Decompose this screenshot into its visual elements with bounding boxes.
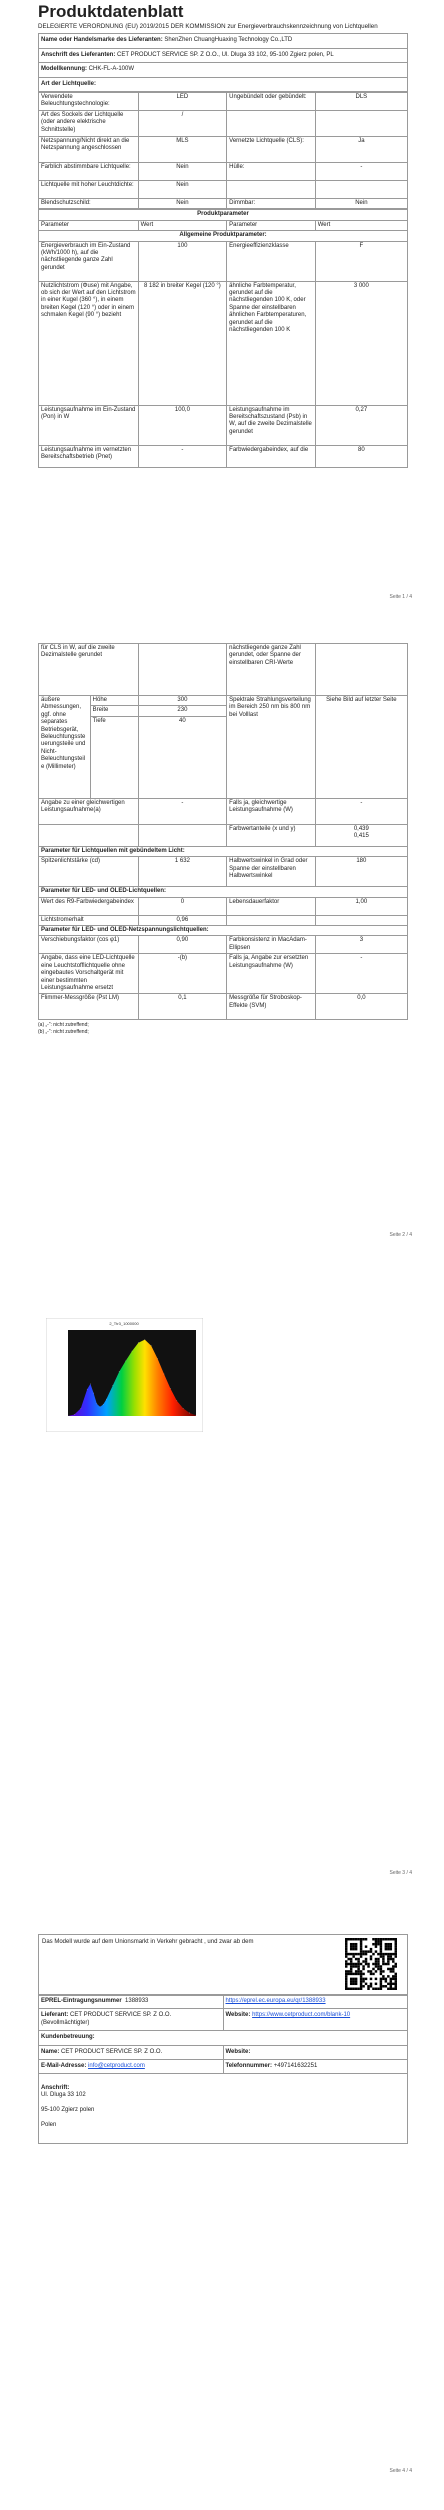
p1-value-2: F: [315, 241, 407, 281]
email-label: E-Mail-Adresse:: [41, 2063, 87, 2070]
eprel-label: EPREL-Eintragungsnummer: [41, 1998, 122, 2004]
lieferant-value: CET PRODUCT SERVICE SP. Z O.O. (Bevollmächtigter): [41, 2012, 172, 2026]
spectrum-point: [90, 1384, 91, 1385]
spectrum-point: [144, 1339, 145, 1340]
p1-row: [39, 241, 408, 281]
eprel-value: 1388933: [125, 1998, 149, 2004]
eprel-link[interactable]: https://eprel.ec.europa.eu/qr/1388933: [225, 1998, 326, 2004]
qr-code-icon[interactable]: [345, 1938, 397, 1990]
p2-value: [138, 824, 227, 846]
contact-table: [38, 1994, 408, 2144]
tiefe-label: Tiefe: [90, 716, 138, 798]
email-link[interactable]: info@cetproduct.com: [88, 2063, 145, 2070]
type-value: Nein: [138, 163, 227, 181]
mains-value: 0,90: [138, 936, 227, 954]
p2top-value: [138, 644, 227, 696]
led-value-2: 1,00: [315, 897, 407, 915]
spectrum-point: [100, 1406, 101, 1407]
supplier-address-value: CET PRODUCT SERVICE SP. Z O.O., Ul. Dluga 33 102, 95-100 Zgierz polen, PL: [117, 51, 334, 58]
p2-row: [39, 824, 408, 846]
spectrum-point: [176, 1400, 177, 1401]
mains-param-label: Verschiebungsfaktor (cos φ1): [39, 936, 139, 954]
p1-value-2: 80: [315, 445, 407, 467]
type-value: /: [138, 111, 227, 137]
spectrum-point: [106, 1399, 107, 1400]
type-value: MLS: [138, 137, 227, 163]
p2-value: -: [138, 798, 227, 824]
params-header: Produktparameter: [39, 210, 408, 220]
name-label: Name:: [41, 2048, 60, 2055]
type-value-2: [315, 181, 407, 199]
spectrum-point: [170, 1388, 171, 1389]
page-footer: Seite 3 / 4: [389, 1870, 412, 1876]
type-param-label-2: Dimmbar:: [227, 199, 316, 209]
p2top-param-label: für CLS in W, auf die zweite Dezimalstelle gerundet: [39, 644, 139, 696]
p1-row: [39, 405, 408, 445]
type-value-2: -: [315, 163, 407, 181]
p1-param-label-2: Energieeffizienzklasse: [227, 241, 316, 281]
page-1: [38, 2, 408, 468]
mains-param-label-2: Falls ja, Angabe zur ersetzten Leistungsaufnahme (W): [227, 954, 316, 994]
spectrum-point: [138, 1342, 139, 1343]
lieferant-label: Lieferant:: [41, 2012, 69, 2019]
type-value-2: Ja: [315, 137, 407, 163]
p1-value: 100: [138, 241, 227, 281]
led-header: Parameter für LED- und OLED-Lichtquellen:: [39, 887, 408, 897]
website-label: Website:: [225, 2012, 251, 2019]
p2top-row: [39, 644, 408, 696]
spectrum-point: [87, 1389, 88, 1390]
p1-param-label: Leistungsaufnahme im Ein-Zustand (Pon) in W: [39, 405, 139, 445]
type-row: [39, 93, 408, 111]
spectrum-point: [164, 1374, 165, 1375]
spectrum-point: [151, 1345, 152, 1346]
p1-value-2: 3 000: [315, 281, 407, 405]
type-param-label-2: Vernetzte Lichtquelle (CLS):: [227, 137, 316, 163]
p1-row: [39, 445, 408, 467]
p2top-value-2: [315, 644, 407, 696]
type-param-label: Netzspannung/Nicht direkt an die Netzspannung angeschlossen: [39, 137, 139, 163]
type-param-label: Verwendete Beleuchtungstechnologie:: [39, 93, 139, 111]
hoehe-value: 300: [138, 696, 227, 706]
supplier-name-value: ShenZhen ChuangHuaxing Technology Co.,LTD: [164, 37, 293, 44]
page-2: [38, 643, 408, 1036]
p1-param-label: Leistungsaufnahme im vernetzten Bereitschaftsbetrieb (Pnet): [39, 445, 139, 467]
led-row: [39, 897, 408, 915]
hoehe-label: Höhe: [90, 696, 138, 706]
breite-value: 230: [138, 706, 227, 716]
spectrum-point: [189, 1413, 190, 1414]
dims-label: äußere Abmessungen, ggf. ohne separates Betriebsgerät, Beleuchtungssteuerungsteile und Nicht-Beleuchtungsteile (Millimeter): [39, 696, 91, 799]
type-value: Nein: [138, 181, 227, 199]
col-value-2: Wert: [315, 220, 407, 230]
type-value: LED: [138, 93, 227, 111]
type-table: [38, 92, 408, 209]
footnote-b: (b) „-“: nicht zutreffend;: [38, 1029, 89, 1036]
p2-value-2: -: [315, 798, 407, 824]
p2-param-label: [39, 824, 139, 846]
dir-param-label: Spitzenlichtstärke (cd): [39, 857, 139, 887]
type-value-2: DLS: [315, 93, 407, 111]
mains-value-2: 3: [315, 936, 407, 954]
p1-value: 8 182 in breiter Kegel (120 °): [138, 281, 227, 405]
mains-value: -(b): [138, 954, 227, 994]
led-value-2: [315, 915, 407, 925]
type-param-label: Blendschutzschild:: [39, 199, 139, 209]
spectrum-point: [157, 1358, 158, 1359]
params-table: [38, 209, 408, 467]
type-row: [39, 181, 408, 199]
footnotes: [38, 1022, 408, 1036]
col-param-2: Parameter: [227, 220, 316, 230]
model-label: Modellkennung:: [41, 66, 87, 73]
type-param-label-2: Hülle:: [227, 163, 316, 181]
type-row: [39, 163, 408, 181]
type-param-label: Lichtquelle mit hoher Leuchtdichte:: [39, 181, 139, 199]
general-header: Allgemeine Produktparameter:: [39, 231, 408, 241]
led-value: 0: [138, 897, 227, 915]
website2-label: Website:: [225, 2048, 251, 2055]
spectrum-point: [196, 1415, 197, 1416]
breite-label: Breite: [90, 706, 138, 716]
mains-param-label-2: Farbkonsistenz in MacAdam-Ellipsen: [227, 936, 316, 954]
type-row: [39, 137, 408, 163]
mains-param-label-2: Messgröße für Stroboskop-Effekte (SVM): [227, 994, 316, 1020]
spectrum-point: [68, 1416, 69, 1417]
website-link[interactable]: https://www.cetproduct.com/blank-10: [252, 2012, 351, 2019]
type-param-label-2: [227, 181, 316, 199]
kunden-label: Kundenbetreuung:: [39, 2031, 408, 2045]
anschrift-line-2: 95-100 Zgierz polen: [41, 2107, 95, 2114]
mains-row: [39, 936, 408, 954]
eu-market-text: Das Modell wurde auf dem Unionsmarkt in Verkehr gebracht , und zwar ab dem: [42, 1939, 254, 1945]
spectrum-point: [103, 1404, 104, 1405]
name-value: CET PRODUCT SERVICE SP. Z O.O.: [61, 2048, 163, 2055]
spectrum-point: [125, 1361, 126, 1362]
dir-value-2: 180: [315, 857, 407, 887]
spectrum-point: [119, 1371, 120, 1372]
type-param-label: Farblich abstimmbare Lichtquelle:: [39, 163, 139, 181]
led-param-label-2: Lebensdauerfaktor: [227, 897, 316, 915]
directional-header: Parameter für Lichtquellen mit gebündeltem Licht:: [39, 846, 408, 856]
params-table-continued: [38, 643, 408, 1020]
led-param-label: Wert des R9-Farbwiedergabeindex: [39, 897, 139, 915]
p2-row: [39, 798, 408, 824]
led-value: 0,96: [138, 915, 227, 925]
spectrum-point: [80, 1408, 81, 1409]
model-value: CHK-FL-A-100W: [88, 66, 135, 73]
spectrum-point: [74, 1414, 75, 1415]
type-param-label-2: Ungebündelt oder gebündelt:: [227, 93, 316, 111]
col-param-1: Parameter: [39, 220, 139, 230]
spectral-distribution-chart: [46, 1318, 203, 1432]
led-row: [39, 915, 408, 925]
spectrum-point: [112, 1385, 113, 1386]
col-value-1: Wert: [138, 220, 227, 230]
spectrum-point: [93, 1393, 94, 1394]
p2-param-label-2: Farbwertanteile (x und y): [227, 824, 316, 846]
mains-param-label: Flimmer-Messgröße (Pst LM): [39, 994, 139, 1020]
anschrift-line-3: Polen: [41, 2121, 57, 2128]
led-param-label-2: [227, 915, 316, 925]
p1-param-label-2: ähnliche Farbtemperatur, gerundet auf die nächstliegenden 100 K, oder Spanne der einstellbaren ähnlichen Farbtemperaturen, gerundet auf die nächstliegenden 100 K: [227, 281, 316, 405]
type-param-label: Art des Sockels der Lichtquelle (oder andere elektrische Schnittstelle): [39, 111, 139, 137]
type-param-label-2: [227, 111, 316, 137]
page-4-details: [38, 1994, 408, 2144]
mains-value-2: 0,0: [315, 994, 407, 1020]
tel-label: Telefonnummer:: [225, 2063, 273, 2070]
anschrift-label: Anschrift:: [41, 2084, 70, 2091]
supplier-name-label: Name oder Handelsmarke des Lieferanten:: [41, 37, 163, 44]
footnote-a: (a) „-“: nicht zutreffend;: [38, 1022, 89, 1029]
spectral-value: Siehe Bild auf letzter Seite: [315, 696, 407, 799]
type-value: Nein: [138, 199, 227, 209]
regulation-subtitle: DELEGIERTE VERORDNUNG (EU) 2019/2015 DER KOMMISSION zur Energieverbrauchskennzeichnung von Lichtquellen: [38, 23, 378, 30]
type-value-2: [315, 111, 407, 137]
anschrift-line-1: Ul. Dluga 33 102: [41, 2092, 86, 2099]
p1-param-label: Nutzlichtstrom (Φuse) mit Angabe, ob sich der Wert auf den Lichtstrom in einer Kugel (360 °), in einem breiten Kegel (120 °) oder in einem schmalen Kegel (90 °) bezieht: [39, 281, 139, 405]
supplier-address-label: Anschrift des Lieferanten:: [41, 51, 116, 58]
p2-value-2: 0,439 0,415: [315, 824, 407, 846]
type-row: [39, 111, 408, 137]
page-footer: Seite 1 / 4: [389, 594, 412, 600]
p1-param-label-2: Leistungsaufnahme im Bereitschaftszustand (Psb) in W, auf die zweite Dezimalstelle gerundet: [227, 405, 316, 445]
type-value-2: Nein: [315, 199, 407, 209]
supplier-table: [38, 33, 408, 92]
art-label: Art der Lichtquelle:: [39, 77, 408, 91]
type-row: [39, 199, 408, 209]
p1-value: 100,0: [138, 405, 227, 445]
page-footer: Seite 4 / 4: [389, 2468, 412, 2474]
p1-param-label-2: Farbwiedergabeindex, auf die: [227, 445, 316, 467]
spectrum-point: [183, 1408, 184, 1409]
mains-row: [39, 994, 408, 1020]
mains-value-2: -: [315, 954, 407, 994]
led-param-label: Lichtstromerhalt: [39, 915, 139, 925]
p2-param-label: Angabe zu einer gleichwertigen Leistungsaufnahme(a): [39, 798, 139, 824]
spectral-label: Spektrale Strahlungsverteilung im Bereich 250 nm bis 800 nm bei Volllast: [227, 696, 316, 799]
p1-param-label: Energieverbrauch im Ein-Zustand (kWh/1000 h), auf die nächstliegende ganze Zahl gerundet: [39, 241, 139, 281]
dir-param-label-2: Halbwertswinkel in Grad oder Spanne der einstellbaren Halbwertswinkel: [227, 857, 316, 887]
spectrum-point: [96, 1403, 97, 1404]
p1-row: [39, 281, 408, 405]
mains-param-label: Angabe, dass eine LED-Lichtquelle eine Leuchtstofflichtquelle ohne eingebautes Vorschaltgerät mit einer bestimmten Leistungsaufnahme ersetzt: [39, 954, 139, 994]
page-title: Produktdatenblatt: [38, 2, 184, 21]
p1-value-2: 0,27: [315, 405, 407, 445]
p1-value: -: [138, 445, 227, 467]
p2top-param-label-2: nächstliegende ganze Zahl gerundet, oder Spanne der einstellbaren CRI-Werte: [227, 644, 316, 696]
p2-param-label-2: Falls ja, gleichwertige Leistungsaufnahme (W): [227, 798, 316, 824]
tiefe-value: 40: [138, 716, 227, 798]
mains-row: [39, 954, 408, 994]
mains-value: 0,1: [138, 994, 227, 1020]
page-footer: Seite 2 / 4: [389, 1232, 412, 1238]
spectrum-point: [132, 1351, 133, 1352]
dir-value: 1 632: [138, 857, 227, 887]
mains-header: Parameter für LED- und OLED-Netzspannungslichtquellen:: [39, 926, 408, 936]
dir-row: [39, 857, 408, 887]
chart-title: 2_Ttr3_1000000: [109, 1321, 139, 1326]
tel-value: +497141632251: [273, 2063, 318, 2070]
